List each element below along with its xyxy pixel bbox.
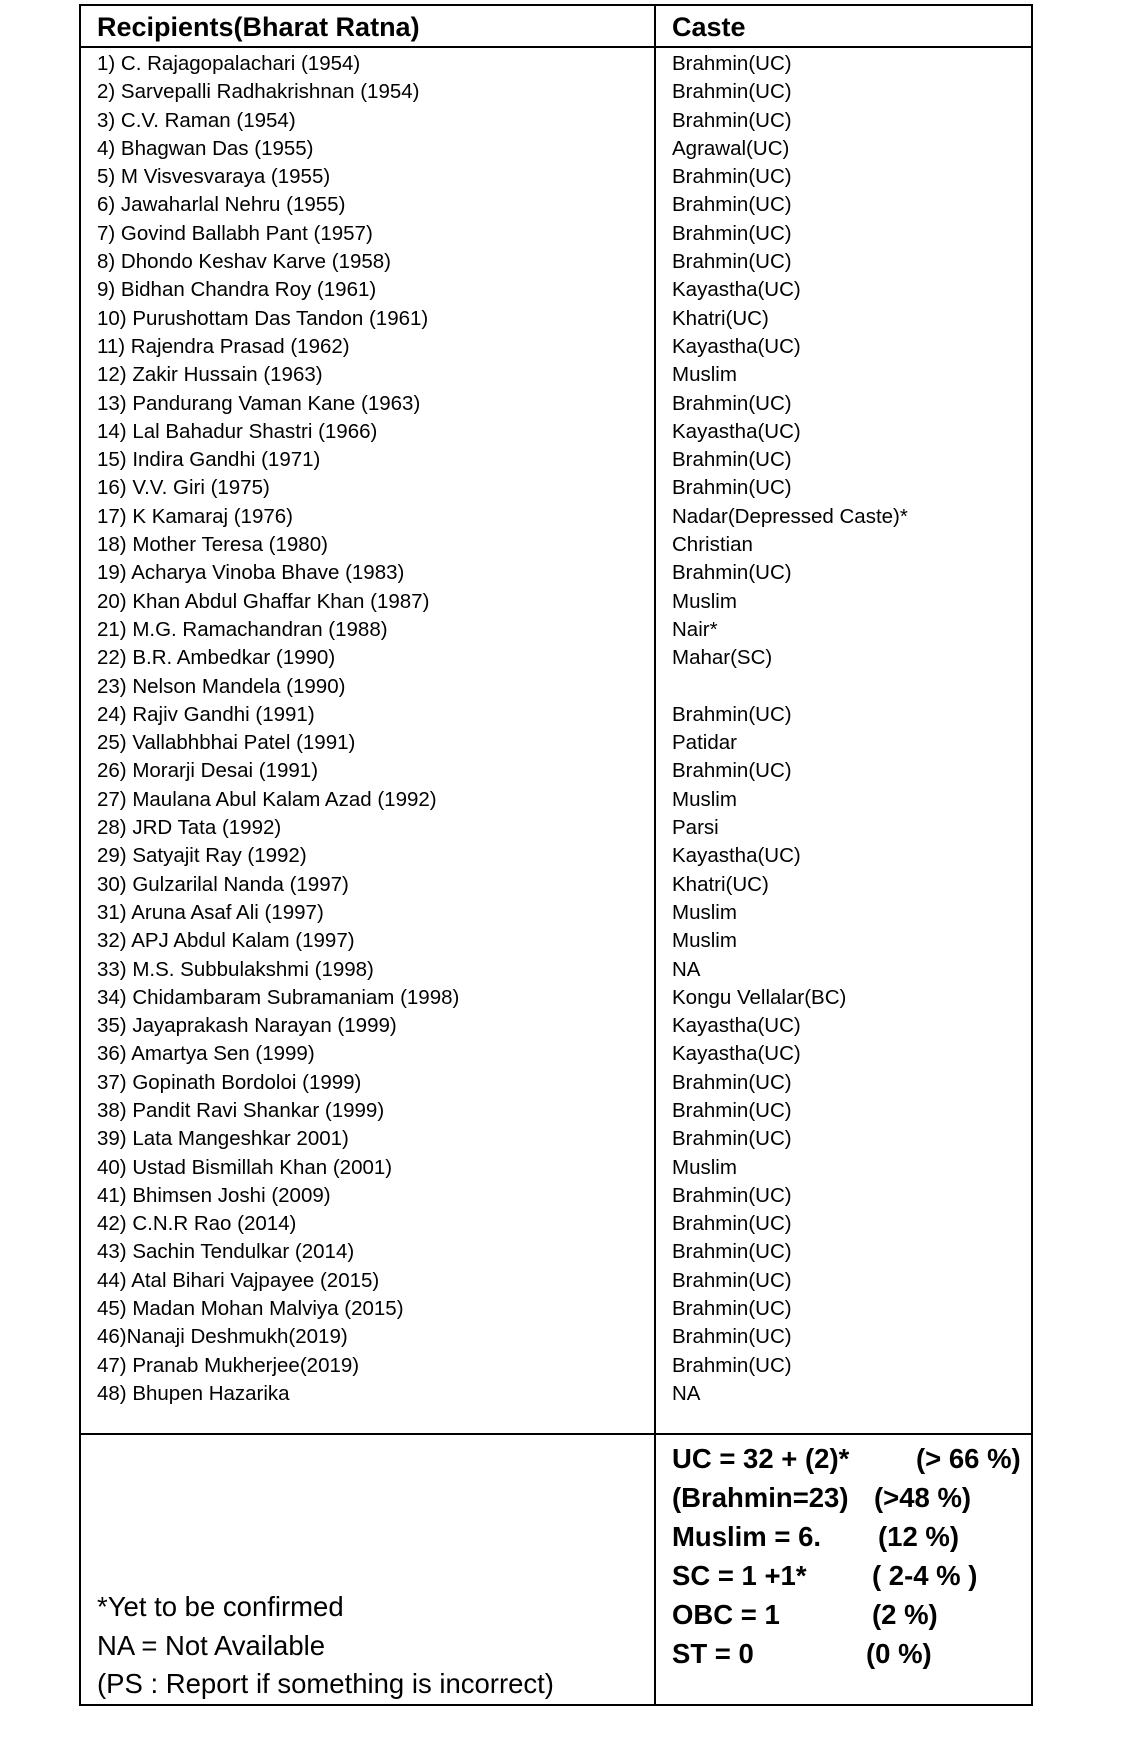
recipient-caste: Parsi bbox=[672, 816, 719, 840]
summary-percent: (>48 %) bbox=[874, 1482, 972, 1513]
recipient-caste: Brahmin(UC) bbox=[672, 193, 792, 217]
summary-label: Muslim = 6. bbox=[672, 1521, 822, 1552]
recipient-name: 7) Govind Ballabh Pant (1957) bbox=[97, 221, 373, 245]
recipient-name: 30) Gulzarilal Nanda (1997) bbox=[97, 872, 349, 896]
recipient-caste: Muslim bbox=[672, 1155, 737, 1179]
table-row bbox=[81, 1267, 1031, 1295]
table-row bbox=[81, 1210, 1031, 1238]
recipient-caste: Kayastha(UC) bbox=[672, 419, 801, 443]
table-row bbox=[81, 50, 1031, 78]
header-divider bbox=[81, 46, 1031, 48]
recipient-caste: Muslim bbox=[672, 363, 737, 387]
recipient-name: 26) Morarji Desai (1991) bbox=[97, 759, 319, 783]
recipient-name: 41) Bhimsen Joshi (2009) bbox=[97, 1183, 331, 1207]
recipient-name: 29) Satyajit Ray (1992) bbox=[97, 844, 307, 868]
recipient-name: 35) Jayaprakash Narayan (1999) bbox=[97, 1014, 397, 1038]
recipient-name: 31) Aruna Asaf Ali (1997) bbox=[97, 900, 324, 924]
summary-percent: (2 %) bbox=[872, 1599, 938, 1630]
table-row bbox=[81, 899, 1031, 927]
summary-percent: (0 %) bbox=[866, 1638, 932, 1669]
table-row bbox=[81, 1238, 1031, 1266]
recipient-caste: NA bbox=[672, 957, 701, 981]
recipient-caste: Kayastha(UC) bbox=[672, 1014, 801, 1038]
recipient-name: 37) Gopinath Bordoloi (1999) bbox=[97, 1070, 362, 1094]
recipient-caste: Brahmin(UC) bbox=[672, 1212, 792, 1236]
recipient-caste: Brahmin(UC) bbox=[672, 1325, 792, 1349]
recipient-name: 13) Pandurang Vaman Kane (1963) bbox=[97, 391, 421, 415]
recipient-caste: Brahmin(UC) bbox=[672, 1070, 792, 1094]
table-row bbox=[81, 673, 1031, 701]
recipient-name: 16) V.V. Giri (1975) bbox=[97, 476, 270, 500]
table-row bbox=[81, 78, 1031, 106]
table-row bbox=[81, 107, 1031, 135]
table-row bbox=[81, 1040, 1031, 1068]
recipient-name: 39) Lata Mangeshkar 2001) bbox=[97, 1127, 349, 1151]
table-row bbox=[81, 644, 1031, 672]
recipient-caste: Agrawal(UC) bbox=[672, 136, 790, 160]
summary-label: ST = 0 bbox=[672, 1638, 754, 1669]
table-row bbox=[81, 927, 1031, 955]
recipient-caste: Nadar(Depressed Caste)* bbox=[672, 504, 908, 528]
table-row bbox=[81, 446, 1031, 474]
recipient-caste: Muslim bbox=[672, 787, 737, 811]
summary-percent: (12 %) bbox=[878, 1521, 959, 1552]
recipient-caste: Christian bbox=[672, 533, 753, 557]
recipient-name: 3) C.V. Raman (1954) bbox=[97, 108, 296, 132]
recipient-caste: Brahmin(UC) bbox=[672, 391, 792, 415]
table-row bbox=[81, 1352, 1031, 1380]
table-row bbox=[81, 588, 1031, 616]
recipient-name: 5) M Visvesvaraya (1955) bbox=[97, 165, 331, 189]
recipient-caste: Kayastha(UC) bbox=[672, 334, 801, 358]
table-row bbox=[81, 1012, 1031, 1040]
table-row bbox=[81, 1182, 1031, 1210]
recipient-name: 45) Madan Mohan Malviya (2015) bbox=[97, 1297, 404, 1321]
recipient-caste: Khatri(UC) bbox=[672, 306, 769, 330]
recipient-name: 14) Lal Bahadur Shastri (1966) bbox=[97, 419, 378, 443]
recipient-caste: Muslim bbox=[672, 589, 737, 613]
recipient-name: 4) Bhagwan Das (1955) bbox=[97, 136, 314, 160]
recipient-caste: Kongu Vellalar(BC) bbox=[672, 985, 847, 1009]
recipient-caste: Brahmin(UC) bbox=[672, 1098, 792, 1122]
recipient-caste: NA bbox=[672, 1381, 701, 1405]
recipient-caste: Muslim bbox=[672, 900, 737, 924]
recipient-caste: Brahmin(UC) bbox=[672, 250, 792, 274]
table-row bbox=[81, 474, 1031, 502]
recipient-name: 18) Mother Teresa (1980) bbox=[97, 533, 328, 557]
recipient-name: 1) C. Rajagopalachari (1954) bbox=[97, 52, 361, 75]
recipient-name: 17) K Kamaraj (1976) bbox=[97, 504, 293, 528]
summary-label: UC = 32 + (2)* bbox=[672, 1443, 850, 1474]
summary-divider bbox=[81, 1433, 1031, 1435]
recipient-name: 23) Nelson Mandela (1990) bbox=[97, 674, 346, 698]
recipient-caste: Brahmin(UC) bbox=[672, 1268, 792, 1292]
header-caste: Caste bbox=[672, 12, 746, 42]
recipient-name: 8) Dhondo Keshav Karve (1958) bbox=[97, 250, 392, 274]
table-row bbox=[81, 984, 1031, 1012]
recipient-name: 42) C.N.R Rao (2014) bbox=[97, 1212, 297, 1236]
summary-label: SC = 1 +1* bbox=[672, 1560, 807, 1591]
footnotes bbox=[97, 1588, 554, 1704]
table-row bbox=[81, 276, 1031, 304]
recipient-name: 24) Rajiv Gandhi (1991) bbox=[97, 702, 315, 726]
recipient-caste: Muslim bbox=[672, 929, 737, 953]
recipient-name: 19) Acharya Vinoba Bhave (1983) bbox=[97, 561, 405, 585]
recipient-name: 46)Nanaji Deshmukh(2019) bbox=[97, 1325, 348, 1349]
recipient-name: 43) Sachin Tendulkar (2014) bbox=[97, 1240, 355, 1264]
recipient-name: 38) Pandit Ravi Shankar (1999) bbox=[97, 1098, 385, 1122]
recipient-caste: Brahmin(UC) bbox=[672, 702, 792, 726]
table-row bbox=[81, 163, 1031, 191]
recipient-name: 15) Indira Gandhi (1971) bbox=[97, 448, 321, 472]
table-row bbox=[81, 842, 1031, 870]
table-row bbox=[81, 1097, 1031, 1125]
table-row bbox=[81, 333, 1031, 361]
recipient-caste: Kayastha(UC) bbox=[672, 844, 801, 868]
recipient-caste: Patidar bbox=[672, 731, 737, 755]
bharat-ratna-table bbox=[79, 4, 1033, 1706]
recipient-name: 32) APJ Abdul Kalam (1997) bbox=[97, 929, 355, 953]
summary-label: OBC = 1 bbox=[672, 1599, 780, 1630]
recipient-caste: Khatri(UC) bbox=[672, 872, 769, 896]
recipient-name: 20) Khan Abdul Ghaffar Khan (1987) bbox=[97, 589, 430, 613]
footnote-unconfirmed: *Yet to be confirmed bbox=[97, 1591, 344, 1622]
table-row bbox=[81, 191, 1031, 219]
footnote-na: NA = Not Available bbox=[97, 1629, 326, 1661]
table-row bbox=[81, 786, 1031, 814]
recipient-name: 40) Ustad Bismillah Khan (2001) bbox=[97, 1155, 393, 1179]
summary-percent: ( 2-4 % ) bbox=[872, 1560, 978, 1591]
recipient-caste: Brahmin(UC) bbox=[672, 561, 792, 585]
recipient-caste: Brahmin(UC) bbox=[672, 1127, 792, 1151]
recipient-name: 27) Maulana Abul Kalam Azad (1992) bbox=[97, 787, 437, 811]
recipient-caste: Nair* bbox=[672, 617, 718, 641]
recipient-name: 36) Amartya Sen (1999) bbox=[97, 1042, 315, 1066]
recipient-name: 12) Zakir Hussain (1963) bbox=[97, 363, 323, 387]
recipient-caste: Brahmin(UC) bbox=[672, 1183, 792, 1207]
table-row bbox=[81, 135, 1031, 163]
footnote-ps: (PS : Report if something is incorrect) bbox=[97, 1668, 554, 1699]
recipient-caste: Brahmin(UC) bbox=[672, 448, 792, 472]
recipient-caste: Brahmin(UC) bbox=[672, 52, 792, 75]
table-row bbox=[81, 418, 1031, 446]
table-row bbox=[81, 305, 1031, 333]
table-row bbox=[81, 390, 1031, 418]
table-row bbox=[81, 729, 1031, 757]
recipient-name: 47) Pranab Mukherjee(2019) bbox=[97, 1353, 360, 1377]
recipient-name: 9) Bidhan Chandra Roy (1961) bbox=[97, 278, 377, 302]
recipient-name: 33) M.S. Subbulakshmi (1998) bbox=[97, 957, 374, 981]
recipient-caste: Brahmin(UC) bbox=[672, 80, 792, 104]
recipient-caste: Brahmin(UC) bbox=[672, 221, 792, 245]
recipient-caste: Kayastha(UC) bbox=[672, 278, 801, 302]
header-recipients: Recipients(Bharat Ratna) bbox=[97, 12, 420, 42]
recipient-name: 21) M.G. Ramachandran (1988) bbox=[97, 617, 388, 641]
recipient-name: 44) Atal Bihari Vajpayee (2015) bbox=[97, 1268, 380, 1292]
recipient-name: 6) Jawaharlal Nehru (1955) bbox=[97, 193, 346, 217]
recipient-caste: Brahmin(UC) bbox=[672, 165, 792, 189]
recipient-name: 11) Rajendra Prasad (1962) bbox=[97, 334, 350, 358]
recipient-caste: Kayastha(UC) bbox=[672, 1042, 801, 1066]
recipient-caste: Brahmin(UC) bbox=[672, 759, 792, 783]
recipient-name: 10) Purushottam Das Tandon (1961) bbox=[97, 306, 429, 330]
table-row bbox=[81, 248, 1031, 276]
recipient-name: 28) JRD Tata (1992) bbox=[97, 816, 282, 840]
recipient-caste: Brahmin(UC) bbox=[672, 1297, 792, 1321]
recipient-caste: Brahmin(UC) bbox=[672, 108, 792, 132]
table-row bbox=[81, 757, 1031, 785]
summary-label: (Brahmin=23) bbox=[672, 1482, 849, 1513]
table-row bbox=[81, 1069, 1031, 1097]
table-row bbox=[81, 559, 1031, 587]
table-row bbox=[81, 220, 1031, 248]
recipient-caste: Brahmin(UC) bbox=[672, 1353, 792, 1377]
recipient-name: 2) Sarvepalli Radhakrishnan (1954) bbox=[97, 80, 420, 104]
table-row bbox=[81, 701, 1031, 729]
table-row bbox=[81, 616, 1031, 644]
table-row bbox=[81, 871, 1031, 899]
recipient-name: 34) Chidambaram Subramaniam (1998) bbox=[97, 985, 460, 1009]
table-row bbox=[81, 1323, 1031, 1351]
recipient-caste: Mahar(SC) bbox=[672, 646, 773, 670]
table-row bbox=[81, 503, 1031, 531]
recipient-caste: Brahmin(UC) bbox=[672, 476, 792, 500]
table-row bbox=[81, 361, 1031, 389]
table-row bbox=[81, 1154, 1031, 1182]
summary-percent: (> 66 %) bbox=[916, 1443, 1021, 1474]
table-row bbox=[81, 1295, 1031, 1323]
recipient-caste: Brahmin(UC) bbox=[672, 1240, 792, 1264]
table-row bbox=[81, 814, 1031, 842]
recipient-name: 25) Vallabhbhai Patel (1991) bbox=[97, 731, 356, 755]
recipient-rows bbox=[81, 50, 1031, 1408]
recipient-name: 48) Bhupen Hazarika bbox=[97, 1381, 290, 1405]
table-row bbox=[81, 1125, 1031, 1153]
table-row bbox=[81, 1380, 1031, 1408]
table-row bbox=[81, 531, 1031, 559]
table-row bbox=[81, 956, 1031, 984]
recipient-name: 22) B.R. Ambedkar (1990) bbox=[97, 646, 336, 670]
